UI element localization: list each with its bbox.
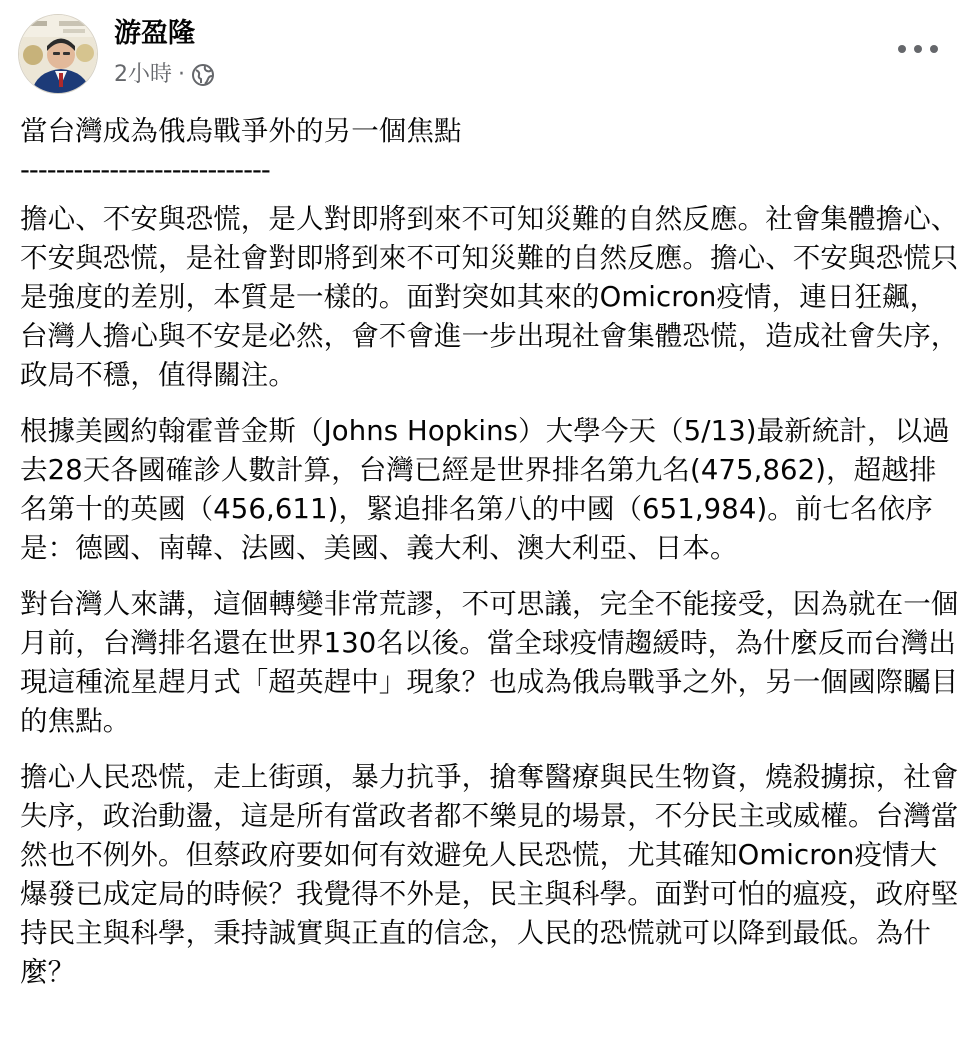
post-meta xyxy=(114,60,215,90)
meta-separator: · xyxy=(178,62,185,87)
more-dot xyxy=(898,45,906,53)
post-timestamp[interactable]: 2小時 xyxy=(114,62,172,87)
author-name[interactable]: 游盈隆 xyxy=(114,18,195,49)
post-divider: ---------------------------- xyxy=(20,154,270,186)
post-body xyxy=(20,112,960,1009)
post-paragraph: 根據美國約翰霍普金斯（Johns Hopkins）大學今天（5/13)最新統計，以過去28天各國確診人數計算，台灣已經是世界排名第九名(475,862)，超越排名第十的英國（456,611)，緊追排名第八的中國（651,984)。前七名依序是：德國、南韓、法國、美國、義大利、澳大利亞、日本。 xyxy=(20,415,950,564)
avatar-image xyxy=(19,15,98,94)
post-title: 當台灣成為俄烏戰爭外的另一個焦點 xyxy=(20,115,462,147)
more-dot xyxy=(930,45,938,53)
author-avatar[interactable] xyxy=(18,14,98,94)
post-paragraph: 擔心、不安與恐慌，是人對即將到來不可知災難的自然反應。社會集體擔心、不安與恐慌，是社會對即將到來不可知災難的自然反應。擔心、不安與恐慌只是強度的差別，本質是一樣的。面對突如其來的Omicron疫情，連日狂飆，台灣人擔心與不安是必然，會不會進一步出現社會集體恐慌，造成社會失序，政局不穩，值得關注。 xyxy=(20,203,959,391)
more-options-icon[interactable] xyxy=(898,36,938,62)
more-dot xyxy=(914,45,922,53)
post-paragraph: 擔心人民恐慌，走上街頭，暴力抗爭，搶奪醫療與民生物資，燒殺擄掠，社會失序，政治動盪，這是所有當政者都不樂見的場景，不分民主或威權。台灣當然也不例外。但蔡政府要如何有效避免人民恐慌，尤其確知Omicron疫情大爆發已成定局的時候？我覺得不外是，民主與科學。面對可怕的瘟疫，政府堅持民主與科學，秉持誠實與正直的信念，人民的恐慌就可以降到最低。為什麼？ xyxy=(20,761,959,988)
globe-icon[interactable] xyxy=(191,63,215,87)
post-paragraph: 對台灣人來講，這個轉變非常荒謬，不可思議，完全不能接受，因為就在一個月前，台灣排名還在世界130名以後。當全球疫情趨緩時，為什麼反而台灣出現這種流星趕月式「超英趕中」現象？也成為俄烏戰爭之外，另一個國際矚目的焦點。 xyxy=(20,588,959,737)
